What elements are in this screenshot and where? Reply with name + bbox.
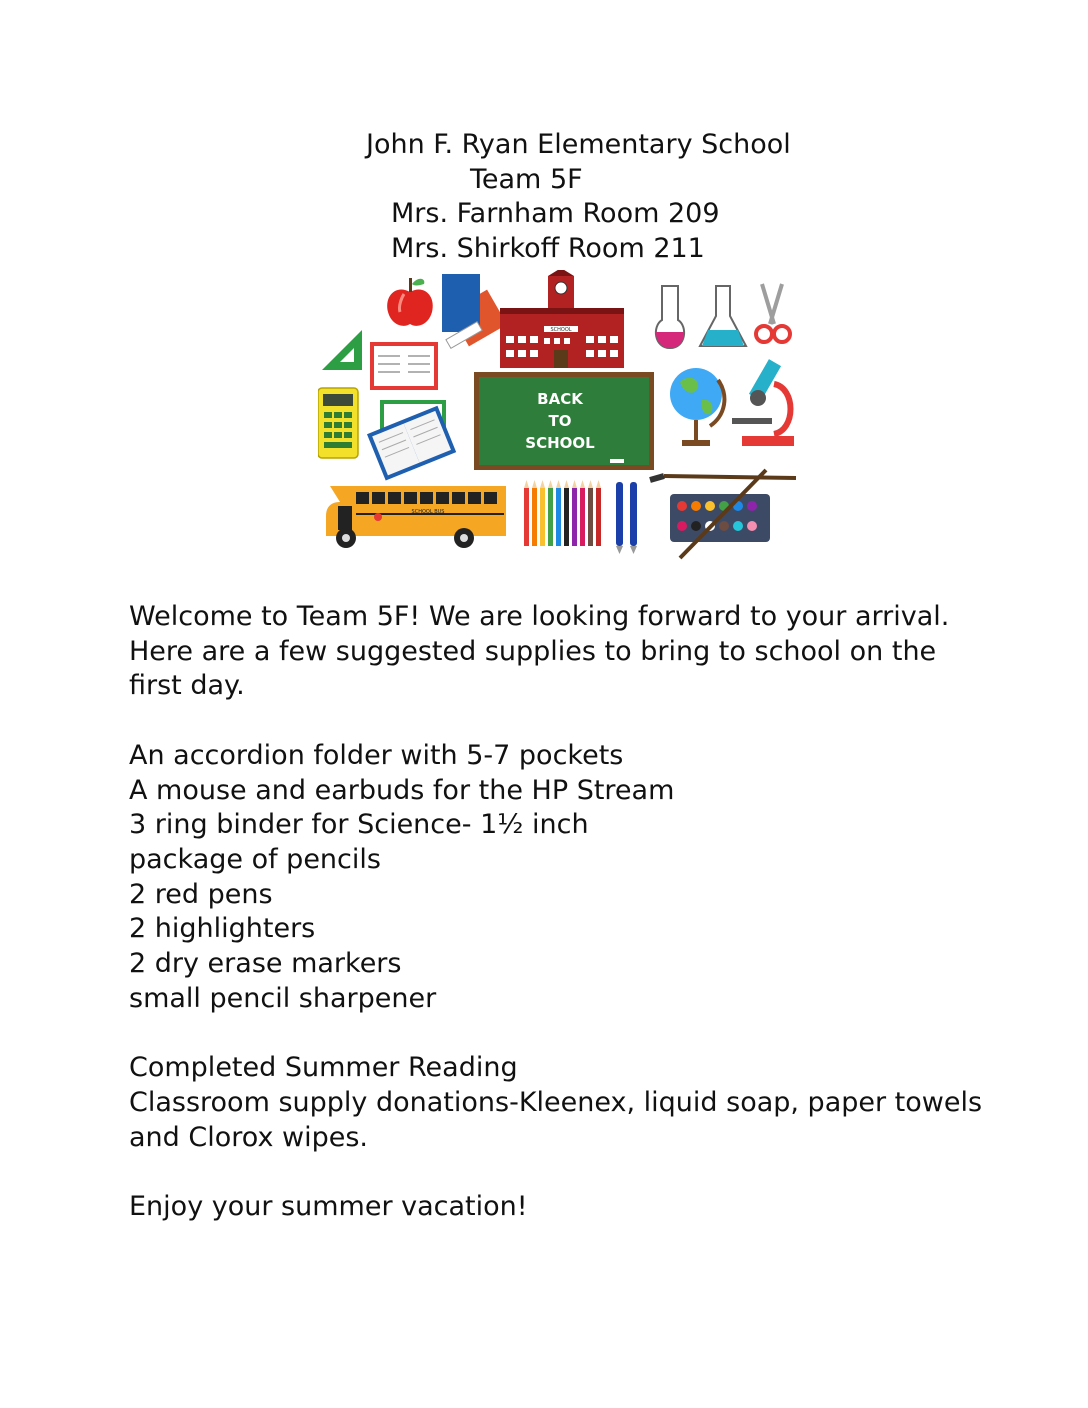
- team-name: Team 5F: [470, 163, 583, 195]
- school-name: John F. Ryan Elementary School: [366, 129, 791, 160]
- school-bus-icon: [326, 486, 506, 548]
- scissors-icon: [756, 284, 790, 342]
- supply-item: An accordion folder with 5-7 pockets: [129, 739, 624, 771]
- flask-icon: [656, 286, 746, 348]
- supply-item: 2 red pens: [129, 878, 273, 910]
- books-icon: [442, 274, 507, 348]
- extras-line: and Clorox wipes.: [129, 1121, 368, 1153]
- globe-icon: [670, 368, 724, 446]
- microscope-icon: [732, 359, 794, 446]
- chalkboard-line-2: TO: [548, 412, 572, 430]
- colored-pencils-icon: [524, 480, 601, 546]
- welcome-line: first day.: [129, 670, 245, 702]
- letter-body: [129, 600, 1029, 1259]
- closing-line: Enjoy your summer vacation!: [129, 1190, 528, 1222]
- open-book-icon: [370, 342, 438, 390]
- calculator-icon: [318, 388, 358, 458]
- bus-sign: SCHOOL BUS: [411, 509, 445, 515]
- supply-item: 2 dry erase markers: [129, 948, 402, 980]
- pens-icon: [616, 482, 637, 554]
- teacher-shirkoff: Mrs. Shirkoff Room 211: [391, 232, 705, 264]
- welcome-line: Welcome to Team 5F! We are looking forward to your arrival.: [129, 601, 950, 632]
- supply-item: 2 highlighters: [129, 913, 316, 945]
- supply-list: [129, 739, 1029, 1017]
- extras-line: Completed Summer Reading: [129, 1052, 518, 1084]
- supply-item: 3 ring binder for Science- 1½ inch: [129, 809, 589, 841]
- supply-item: A mouse and earbuds for the HP Stream: [129, 774, 675, 806]
- apple-icon: [387, 278, 433, 326]
- set-square-icon: [322, 330, 362, 370]
- extras-line: Classroom supply donations-Kleenex, liquid soap, paper towels: [129, 1086, 983, 1118]
- supply-item: package of pencils: [129, 843, 381, 875]
- welcome-paragraph: [129, 600, 1029, 704]
- paint-palette-icon: [650, 470, 796, 558]
- teacher-farnham: Mrs. Farnham Room 209: [391, 198, 720, 229]
- school-building-icon: [500, 270, 624, 368]
- back-to-school-clipart: [318, 270, 808, 562]
- notebook-icon: [367, 400, 456, 481]
- school-sign: SCHOOL: [550, 327, 572, 333]
- welcome-line: Here are a few suggested supplies to bring to school on the: [129, 635, 937, 667]
- supply-item: small pencil sharpener: [129, 982, 437, 1014]
- chalkboard-line-1: BACK: [537, 390, 583, 408]
- chalkboard: [474, 372, 654, 470]
- extras-paragraph: [129, 1051, 1029, 1155]
- chalkboard-line-3: SCHOOL: [525, 434, 595, 452]
